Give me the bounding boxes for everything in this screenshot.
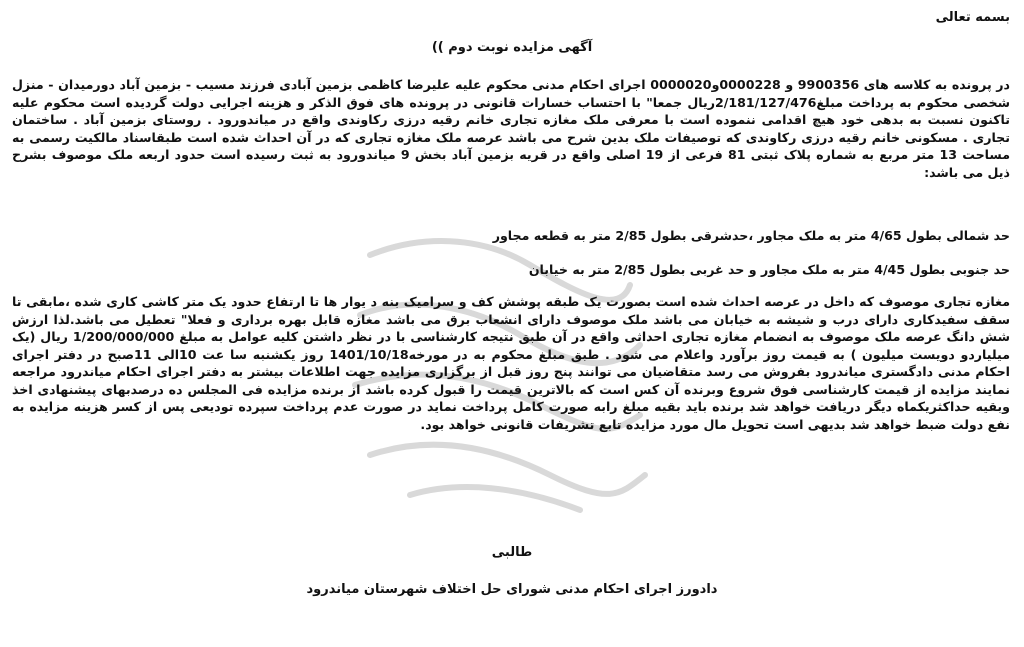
basmala-heading: بسمه تعالی [935,10,1010,25]
notice-title: آگهی مزایده نوبت دوم )) [431,40,593,55]
paragraph-intro: در پرونده به کلاسه های 9900356 و 0000228و0000020 اجرای احکام مدنی محکوم علیه علیرضا کاظمی بزمین آبادی فرزند مسیب - بزمین آباد دورمیدان - منزل شخصی محکوم به پرداخت مبلغ2/181/127/476ریال جمعا" با احتساب خسارات قانونی در پرونده های فوق الذکر و هزینه اجرایی دولت گردیده است محکوم علیه تاکنون نسبت به بدهی خود هیچ اقدامی ننموده است با معرفی ملک مغازه تجاری خانم رقیه درزی رکاوندی واقع در میاندورود . روستای بزمین آباد . ساختمان تجاری . مسکونی خانم رقیه درزی رکاوندی که توصیفات ملک بدین شرح می باشد عرصه ملک مغازه تجاری که در آن احداث شده است طبقاسناد مالکیت رسمی به مساحت 13 متر مربع به شماره پلاک ثبتی 81 فرعی از 19 اصلی واقع در قریه بزمین آباد بخش 9 میاندورود به ثبت رسیده است حدود اربعه ملک موصوف بشرح ذیل می باشد: [12,77,1011,180]
boundary-north-east: حد شمالی بطول 4/65 متر به ملک مجاور ،حدشرقی بطول 2/85 متر به قطعه مجاور [492,228,1010,243]
paragraph-details: مغازه تجاری موصوف که داخل در عرصه احداث شده است بصورت یک طبقه پوشش کف و سرامیک بنه د یوار ها تا ارتفاع حدود یک متر کاشی کاری شده ،مابقی تا سقف سفیدکاری دارای درب و شیشه به خیابان می باشد ملک موصوف دارای انشعاب برق می باشد مغازه قابل بهره برداری و فعلا" تعطیل می باشد.لذا ارزش شش دانگ عرصه ملک موصوف به انضمام مغازه تجاری احداثی واقع در آن طبق نتیجه کارشناسی با در نظر داشتن کلیه عوامل به مبلغ 1/200/000/000 ریال (یک میلیاردو دویست میلیون ) به قیمت روز برآورد واعلام می شود . طبق مبلغ محکوم به در مورخه1401/10/18 روز یکشنبه سا عت 10الی 11صبح در دفتر اجرای احکام مدنی دادگستری میاندرود بفروش می رسد متقاضیان می توانند پنج روز قبل از برگزاری مزایده جهت اطلاعات بیشتر به دفتر اجرای احکام میاندرود مراجعه نمایند مزایده از قیمت کارشناسی فوق شروع وبرنده آن کس است که بالاترین قیمت را قبول کرده باشد از برنده مزایده فی المجلس ده درصدبهای پیشنهادی اخذ وبقیه حداکثریکماه دیگر دریافت خواهد شد برنده باید بقیه مبلغ رابه صورت کامل پرداخت نماید در صورت عدم پرداخت سپرده تودیعی پس از کسر هزینه مزایده به نفع دولت ضبط خواهد شد بدیهی است تحویل مال مورد مزایده تابع تشریفات قانونی خواهد بود. [12,294,1010,432]
signer-name: طالبی [491,545,533,560]
boundary-south-west: حد جنوبی بطول 4/45 متر به ملک مجاور و حد غربی بطول 2/85 متر به خیابان [528,262,1010,277]
signer-title: دادورز اجرای احکام مدنی شورای حل اختلاف شهرستان میاندرود [306,582,718,597]
